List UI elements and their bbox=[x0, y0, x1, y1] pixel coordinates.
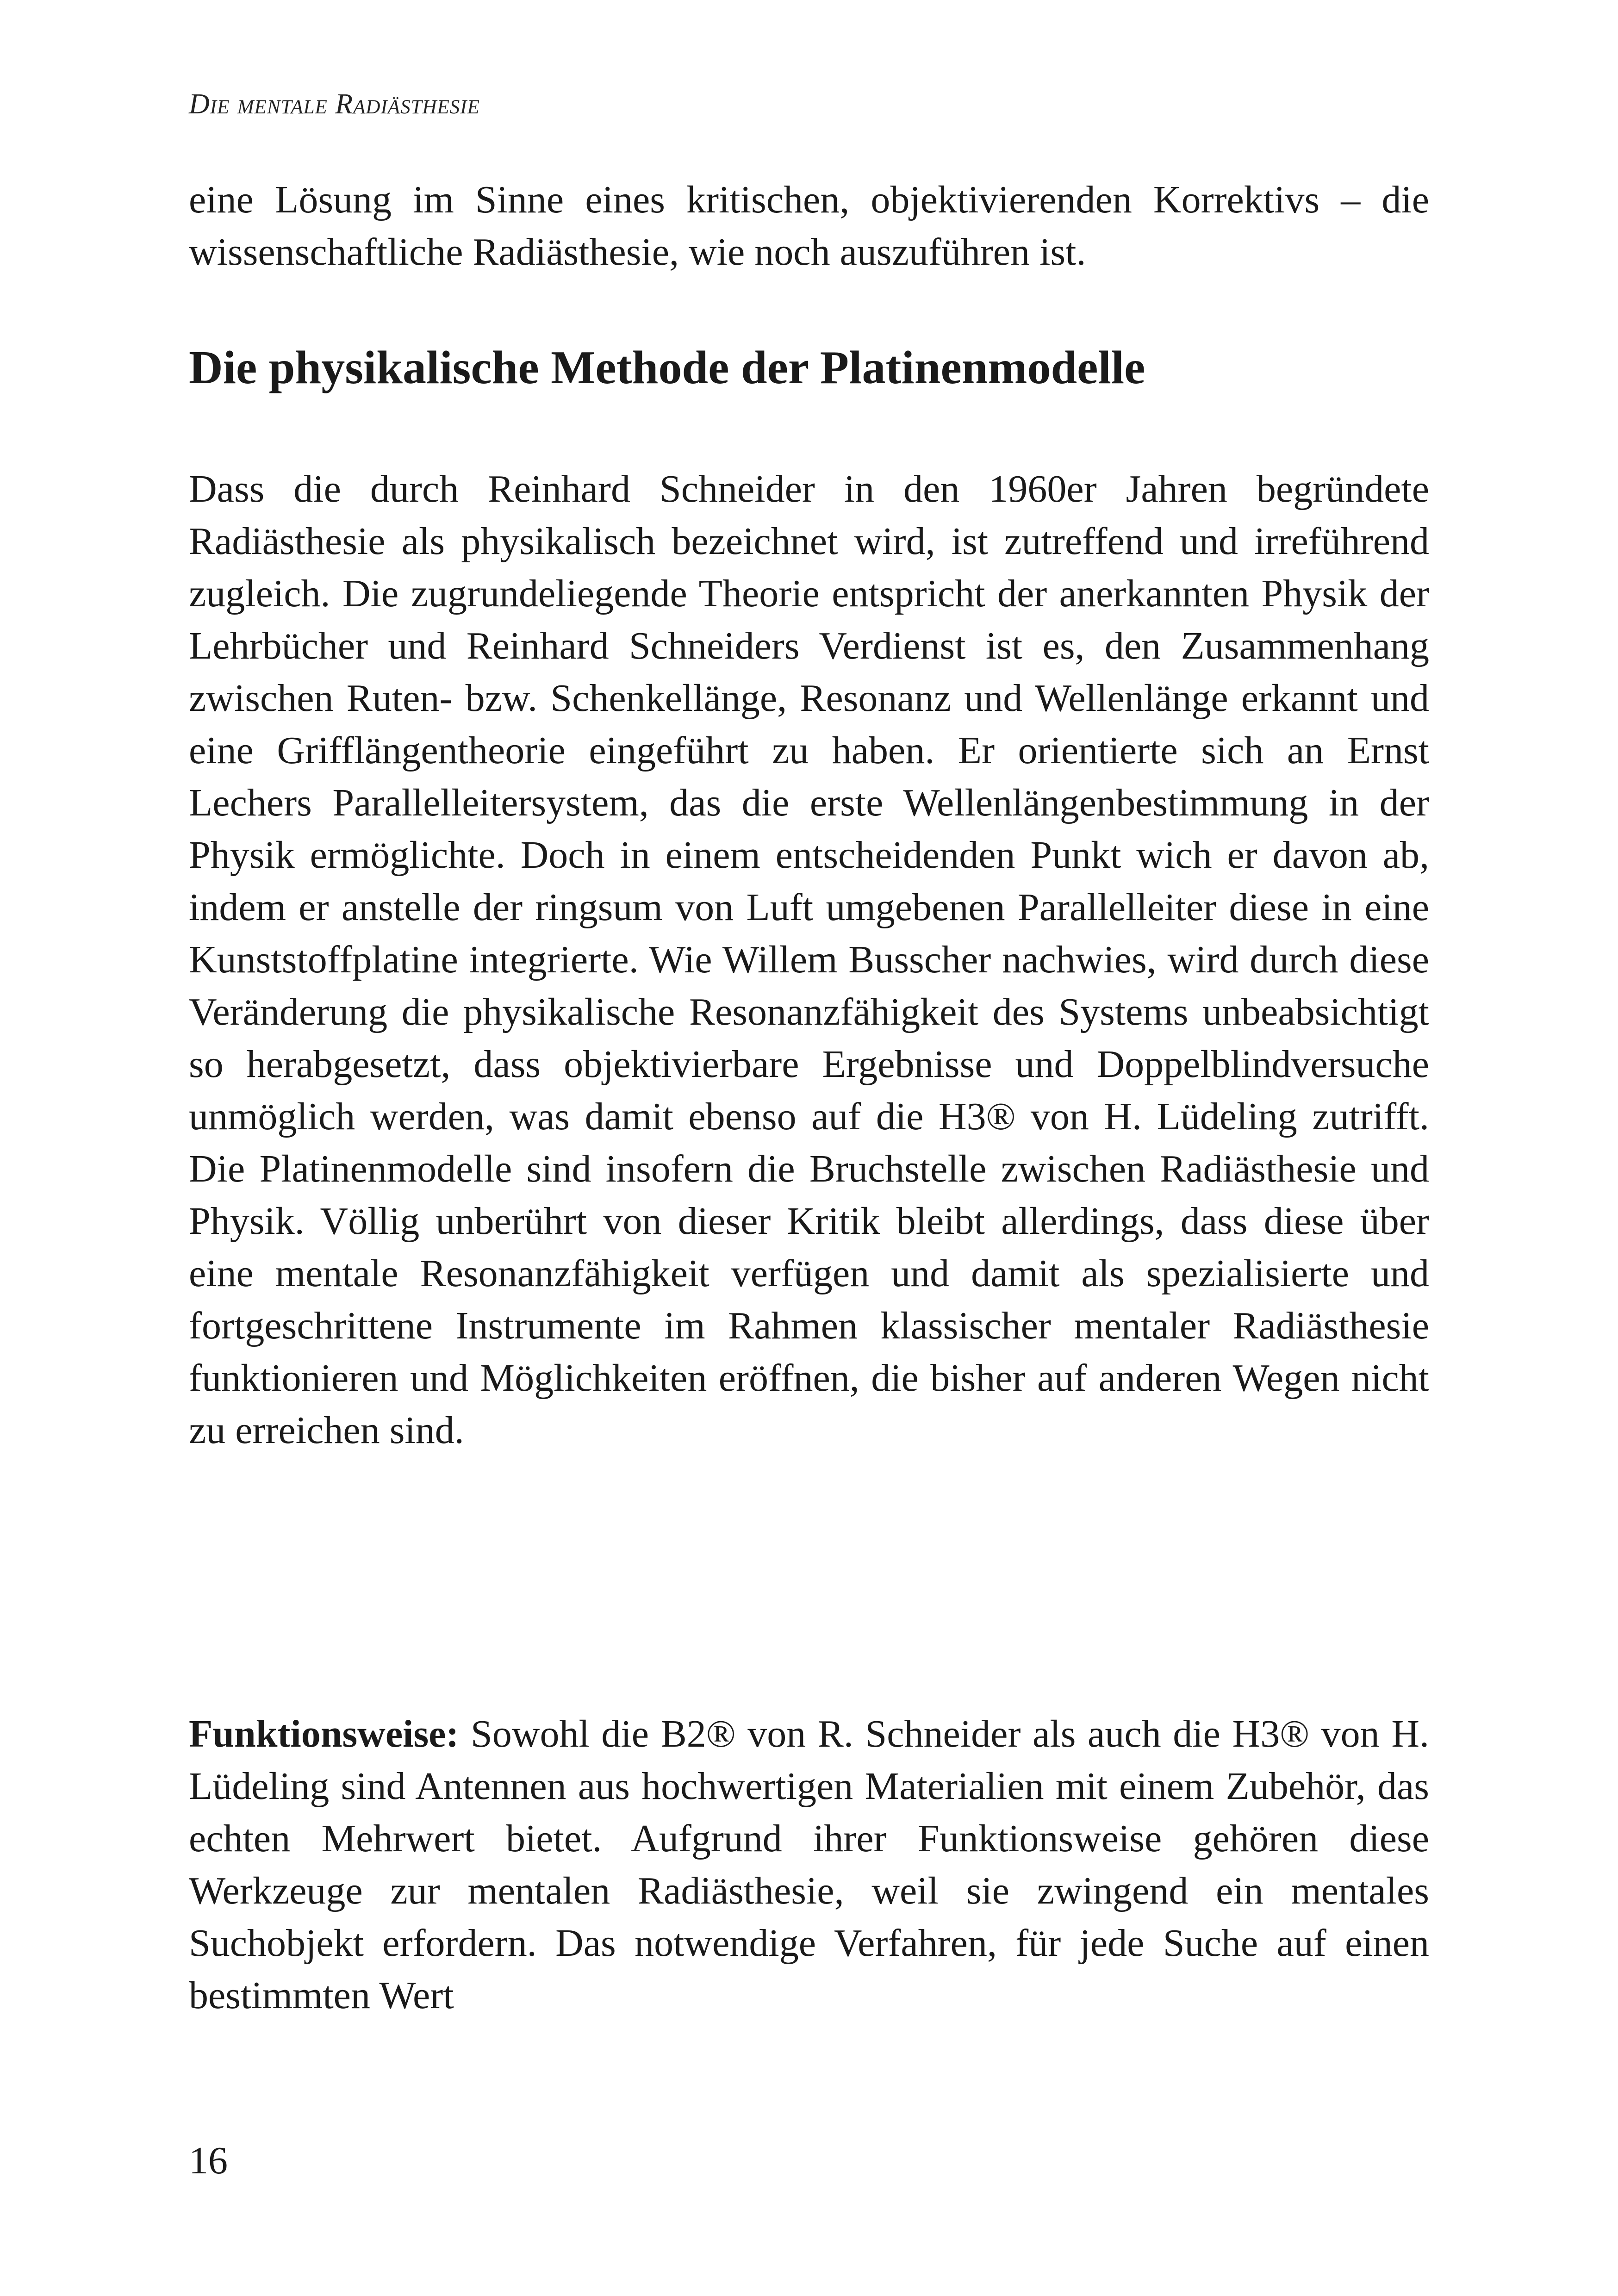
intro-text: eine Lösung im Sinne eines kritischen, objektivierenden Korrektivs – die wissenschaftliche Radiästhesie, wie noch auszuführen ist. bbox=[189, 178, 1429, 274]
run-in-heading: Funktionsweise: bbox=[189, 1712, 459, 1755]
running-header: Die mentale Radiästhesie bbox=[189, 88, 480, 120]
paragraph-2-text: Sowohl die B2® von R. Schneider als auch die H3® von H. Lüdeling sind Antennen aus hochwertigen Materialien mit einem Zubehör, das echten Mehrwert bietet. Aufgrund ihrer Funktionsweise gehören diese Werkzeuge zur mentalen Radiästhesie, weil sie zwingend ein mentales Suchobjekt erfordern. Das notwendige Verfahren, für jede Suche auf einen bestimmten Wert bbox=[189, 1712, 1429, 2017]
paragraph-1-text: Dass die durch Reinhard Schneider in den 1960er Jahren begründete Radiästhesie als physikalisch bezeichnet wird, ist zutreffend und irreführend zugleich. Die zugrundeliegende Theorie entspricht der anerkannten Physik der Lehrbücher und Reinhard Schneiders Verdienst ist es, den Zusammenhang zwischen Ruten- bzw. Schenkellänge, Resonanz und Wellenlänge erkannt und eine Grifflängentheorie eingeführt zu haben. Er orientierte sich an Ernst Lechers Parallelleitersystem, das die erste Wellenlängenbestimmung in der Physik ermöglichte. Doch in einem entscheidenden Punkt wich er davon ab, indem er anstelle der ringsum von Luft umgebenen Parallelleiter diese in eine Kunststoffplatine integrierte. Wie Willem Busscher nachwies, wird durch diese Veränderung die physikalische Resonanzfähigkeit des Systems unbeabsichtigt so herabgesetzt, dass objektivierbare Ergebnisse und Doppelblindversuche unmöglich werden, was damit ebenso auf die H3® von H. Lüdeling zutrifft. Die Platinenmodelle sind insofern die Bruchstelle zwischen Radiästhesie und Physik. Völlig unberührt von dieser Kritik bleibt allerdings, dass diese über eine mentale Resonanzfähigkeit verfügen und damit als spezialisierte und fortgeschrittene Instrumente im Rahmen klassischer mentaler Radiästhesie funktionieren und Möglichkeiten eröffnen, die bisher auf anderen Wegen nicht zu erreichen sind. bbox=[189, 467, 1429, 1452]
section-heading: Die physikalische Methode der Platinenmodelle bbox=[189, 342, 1145, 394]
intro-paragraph bbox=[189, 174, 1429, 278]
body-paragraph-2 bbox=[189, 1708, 1429, 2022]
page-number: 16 bbox=[189, 2139, 228, 2182]
paragraph-2 bbox=[189, 1708, 1429, 2022]
body-paragraph-1 bbox=[189, 463, 1429, 1456]
